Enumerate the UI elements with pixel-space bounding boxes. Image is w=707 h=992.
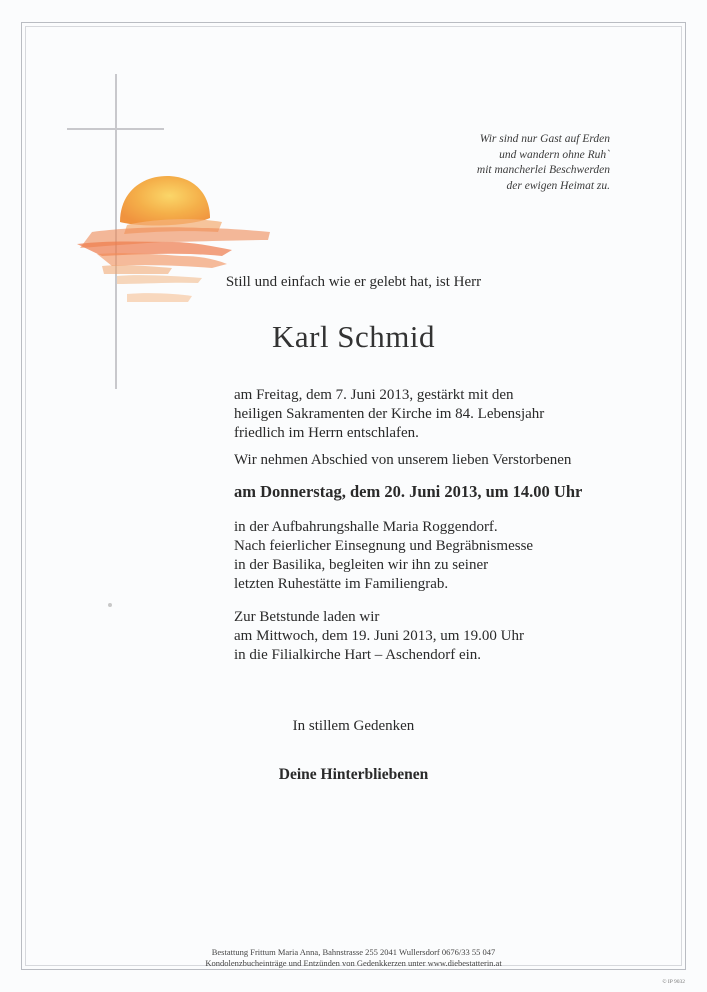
footer-address: Bestattung Frittum Maria Anna, Bahnstrasse 255 2041 Wullersdorf 0676/33 55 047 [211, 947, 496, 957]
cross-horizontal-bar [67, 128, 164, 130]
text-line: in die Filialkirche Hart – Aschendorf ein. [234, 647, 482, 663]
signature: Deine Hinterbliebenen [278, 766, 429, 783]
text-line: Zur Betstunde laden wir [234, 609, 380, 625]
text-line: am Mittwoch, dem 19. Juni 2013, um 19.00 Uhr [234, 628, 524, 644]
deceased-name: Karl Schmid [271, 319, 436, 354]
motto-line: und wandern ohne Ruh` [499, 148, 610, 161]
prayer-paragraph [234, 608, 654, 665]
motto-verse [370, 132, 610, 194]
footer [0, 947, 707, 969]
funeral-paragraph [234, 518, 654, 594]
death-paragraph [234, 386, 654, 443]
text-line: am Freitag, dem 7. Juni 2013, gestärkt mit den [234, 387, 514, 403]
text-line: friedlich im Herrn entschlafen. [234, 425, 419, 441]
text-line: letzten Ruhestätte im Familiengrab. [234, 576, 449, 592]
text-line: in der Basilika, begleiten wir ihn zu seiner [234, 557, 489, 573]
closing-text: In stillem Gedenken [292, 718, 415, 734]
motto-line: Wir sind nur Gast auf Erden [479, 133, 610, 145]
footer-website: Kondolenzbucheinträge und Entzünden von Gedenkkerzen unter www.diebestatterin.at [205, 958, 502, 968]
text-line: in der Aufbahrungshalle Maria Roggendorf. [234, 519, 498, 535]
paper-speck [108, 603, 112, 607]
copyright-mark: © IP 9032 [662, 979, 685, 985]
intro-text: Still und einfach wie er gelebt hat, ist Herr [225, 274, 482, 290]
funeral-date: am Donnerstag, dem 20. Juni 2013, um 14.00 Uhr [234, 482, 583, 501]
motto-line: der ewigen Heimat zu. [506, 179, 610, 192]
farewell-intro: Wir nehmen Abschied von unserem lieben Verstorbenen [234, 452, 572, 468]
motto-line: mit mancherlei Beschwerden [476, 164, 610, 176]
text-line: Nach feierlicher Einsegnung und Begräbnismesse [234, 538, 534, 554]
text-line: heiligen Sakramenten der Kirche im 84. Lebensjahr [234, 406, 545, 422]
